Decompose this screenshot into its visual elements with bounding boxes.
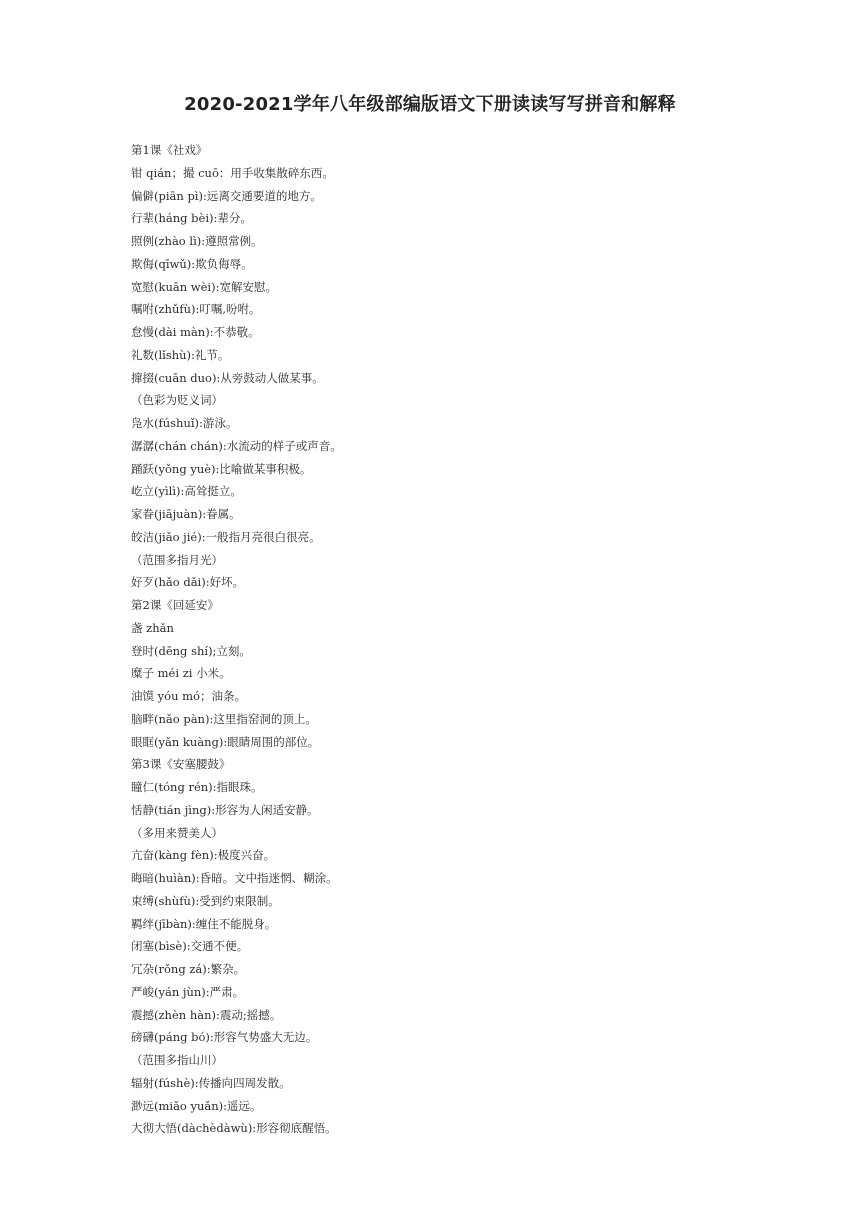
vocabulary-line: 震撼(zhèn hàn):震动;摇撼。 <box>131 1007 282 1022</box>
vocabulary-line: （范围多指月光） <box>131 552 223 567</box>
vocabulary-line: （色彩为贬义词） <box>131 393 223 408</box>
vocabulary-line: 严峻(yán jùn):严肃。 <box>131 984 245 999</box>
vocabulary-line: （多用来赞美人） <box>131 825 223 840</box>
vocabulary-line: （范围多指山川） <box>131 1053 223 1067</box>
vocabulary-line: 家眷(jiājuàn):眷属。 <box>131 507 241 521</box>
vocabulary-line: 撺掇(cuān duo):从旁鼓动人做某事。 <box>131 370 324 385</box>
vocabulary-line: 瞳仁(tóng rén):指眼珠。 <box>131 780 263 794</box>
vocabulary-line: 油馍 yóu mó；油条。 <box>131 689 246 703</box>
vocabulary-line: 钳 qián；撮 cuō：用手收集散碎东西。 <box>131 165 334 180</box>
vocabulary-line: 登时(dēng shí);立刻。 <box>131 643 251 658</box>
vocabulary-line: 屹立(yìlì):高耸挺立。 <box>131 484 242 499</box>
vocabulary-line: 怠慢(dài màn):不恭敬。 <box>131 325 260 339</box>
vocabulary-line: 偏僻(piān pì):远离交通要道的地方。 <box>131 188 322 203</box>
vocabulary-line: 照例(zhào lì):遵照常例。 <box>131 234 263 248</box>
vocabulary-line: 束缚(shùfù):受到约束限制。 <box>131 893 280 908</box>
vocabulary-line: 闭塞(bìsè):交通不便。 <box>131 939 249 954</box>
vocabulary-line: 潺潺(chán chán):水流动的样子或声音。 <box>131 438 342 453</box>
vocabulary-line: 恬静(tián jìng):形容为人闲适安静。 <box>131 802 319 817</box>
vocabulary-line: 第2课《回延安》 <box>131 598 219 612</box>
vocabulary-line: 糜子 méi zi 小米。 <box>131 666 231 681</box>
vocabulary-line: 皎洁(jiǎo jié):一般指月亮很白很亮。 <box>131 529 321 544</box>
vocabulary-line: 踊跃(yǒng yuè):比喻做某事积极。 <box>131 461 312 476</box>
vocabulary-line: 礼数(lǐshù):礼节。 <box>131 347 230 362</box>
vocabulary-line: 欺侮(qīwǔ):欺负侮辱。 <box>131 256 253 271</box>
vocabulary-line: 凫水(fúshuǐ):游泳。 <box>131 416 238 430</box>
vocabulary-line: 第3课《安塞腰鼓》 <box>131 757 231 772</box>
vocabulary-line: 嘱咐(zhǔfù):叮嘱,吩咐。 <box>131 302 261 317</box>
vocabulary-line: 冗杂(rǒng zá):繁杂。 <box>131 962 246 976</box>
vocabulary-line: 大彻大悟(dàchèdàwù):形容彻底醒悟。 <box>131 1121 337 1136</box>
vocabulary-line: 盏 zhǎn <box>131 620 174 635</box>
vocabulary-line: 亢奋(kàng fèn):极度兴奋。 <box>131 848 276 863</box>
vocabulary-line: 辐射(fúshè):传播向四周发散。 <box>131 1075 291 1090</box>
vocabulary-line: 眼眶(yǎn kuàng):眼睛周围的部位。 <box>131 734 320 749</box>
vocabulary-line: 行辈(háng bèi):辈分。 <box>131 211 252 226</box>
vocabulary-line: 渺远(miǎo yuǎn):遥远。 <box>131 1098 262 1113</box>
vocabulary-line: 好歹(hǎo dǎi):好坏。 <box>131 575 245 590</box>
vocabulary-line: 第1课《社戏》 <box>131 143 208 157</box>
vocabulary-line: 脑畔(nǎo pàn):这里指窑洞的顶上。 <box>131 711 317 726</box>
vocabulary-line: 晦暗(huìàn):昏暗。文中指迷惘、糊涂。 <box>131 871 338 885</box>
document-title: 2020-2021学年八年级部编版语文下册读读写写拼音和解释 <box>184 94 676 115</box>
vocabulary-line: 羁绊(jībàn):缠住不能脱身。 <box>131 916 277 931</box>
vocabulary-list <box>131 139 811 1140</box>
vocabulary-line: 宽慰(kuān wèi):宽解安慰。 <box>131 279 277 294</box>
vocabulary-line: 磅礴(páng bó):形容气势盛大无边。 <box>131 1030 318 1045</box>
